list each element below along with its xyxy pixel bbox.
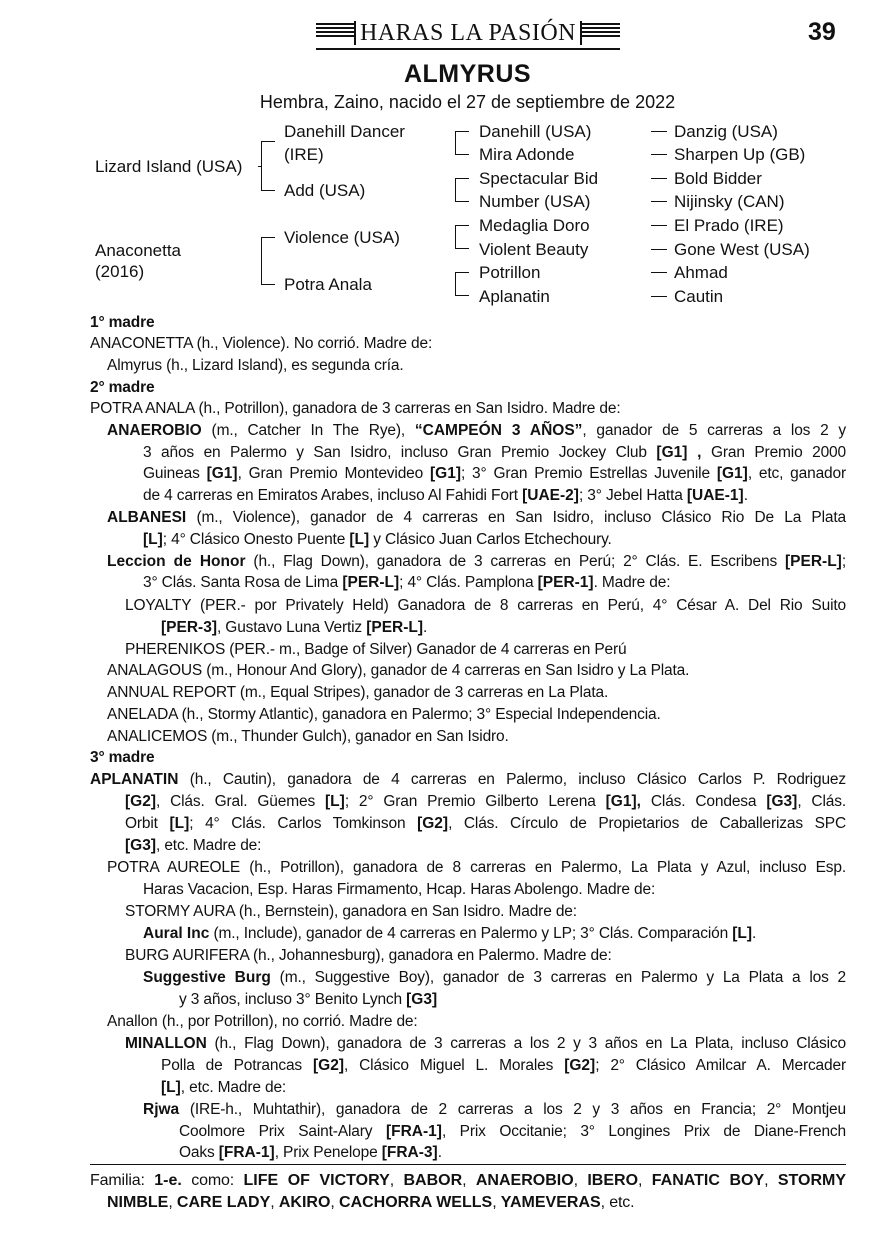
dam-entry-aplanatin-line3: Orbit [L]; 4° Clás. Carlos Tomkinson [G2], Clás. Círculo de Propietarios de Caballerizas SPC: [125, 815, 846, 832]
offspring-aural-inc: Aural Inc (m., Include), ganador de 4 carreras en Palermo y LP; 3° Clás. Comparación [L].: [143, 925, 757, 942]
offspring-potra-aureole-line1: POTRA AUREOLE (h., Potrillon), ganadora de 8 carreras en Palermo, La Plata y Azul, incluso Esp.: [107, 859, 846, 876]
dam-entry-aplanatin-line2: [G2], Clás. Gral. Güemes [L]; 2° Gran Premio Gilberto Lerena [G1], Clás. Condesa [G3], Clás.: [125, 793, 846, 810]
offspring-anaerobio-line4: de 4 carreras en Emiratos Arabes, incluso Al Fahidi Fort [UAE-2]; 3° Jebel Hatta [UAE-1].: [143, 487, 748, 504]
offspring-almyrus: Almyrus (h., Lizard Island), es segunda cría.: [107, 357, 404, 374]
dam-entry-potra-anala: POTRA ANALA (h., Potrillon), ganadora de 3 carreras en San Isidro. Madre de:: [90, 400, 621, 417]
section-first-dam: 1° madre: [90, 314, 155, 331]
pedigree-bracket-g3-2: [455, 178, 469, 202]
offspring-anallon: Anallon (h., por Potrillon), no corrió. Madre de:: [107, 1013, 418, 1030]
offspring-rjwa-line3: Oaks [FRA-1], Prix Penelope [FRA-3].: [179, 1144, 442, 1161]
offspring-loyalty-line2: [PER-3], Gustavo Luna Vertiz [PER-L].: [161, 619, 428, 636]
pedigree-sire-sire-country: (IRE): [284, 145, 324, 164]
offspring-leccion-de-honor-line2: 3° Clás. Santa Rosa de Lima [PER-L]; 4° Clás. Pamplona [PER-1]. Madre de:: [143, 574, 671, 591]
offspring-analagous: ANALAGOUS (m., Honour And Glory), ganador de 4 carreras en San Isidro y La Plata.: [107, 662, 690, 679]
offspring-suggestive-burg-line2: y 3 años, incluso 3° Benito Lynch [G3]: [179, 991, 438, 1008]
pedigree-g3-2: Mira Adonde: [479, 145, 575, 164]
pedigree-sire-dam: Add (USA): [284, 181, 366, 200]
pedigree-g3-6: Violent Beauty: [479, 240, 589, 259]
page-number: 39: [808, 18, 836, 46]
pedigree-bracket-dam: [261, 237, 275, 285]
offspring-anaerobio-line1: ANAEROBIO (m., Catcher In The Rye), “CAMPEÓN 3 AÑOS”, ganador de 5 carreras a los 2 y: [107, 422, 846, 439]
offspring-leccion-de-honor-line1: Leccion de Honor (h., Flag Down), ganadora de 3 carreras en Perú; 2° Clás. E. Escribens [PER-L];: [107, 553, 846, 570]
pedigree-bracket-g3-4: [455, 272, 469, 296]
pedigree-g4-dash-5: [651, 225, 667, 226]
offspring-burg-aurifera: BURG AURIFERA (h., Johannesburg), ganadora en Palermo. Madre de:: [125, 947, 612, 964]
dam-entry-anaconetta: ANACONETTA (h., Violence). No corrió. Madre de:: [90, 335, 433, 352]
header-ornament-bar-left: [354, 21, 356, 45]
offspring-annual-report: ANNUAL REPORT (m., Equal Stripes), ganador de 3 carreras en La Plata.: [107, 684, 609, 701]
offspring-albanesi-line1: ALBANESI (m., Violence), ganador de 4 carreras en San Isidro, incluso Clásico Rio De La Plata: [107, 509, 846, 526]
pedigree-g3-3: Spectacular Bid: [479, 169, 599, 188]
offspring-rjwa-line1: Rjwa (IRE-h., Muhtathir), ganadora de 2 carreras a los 2 y 3 años en Francia; 2° Montjeu: [143, 1101, 846, 1118]
offspring-minallon-line1: MINALLON (h., Flag Down), ganadora de 3 carreras a los 2 y 3 años en La Plata, incluso Clásico: [125, 1035, 846, 1052]
offspring-stormy-aura: STORMY AURA (h., Bernstein), ganadora en San Isidro. Madre de:: [125, 903, 577, 920]
pedigree-g4-dash-2: [651, 154, 667, 155]
pedigree-bracket-sire: [261, 141, 275, 191]
horse-description: Hembra, Zaino, nacido el 27 de septiembre de 2022: [259, 92, 676, 112]
publication-title: HARAS LA PASIÓN: [360, 20, 576, 46]
pedigree-dam-year: (2016): [95, 262, 145, 281]
publication-header: [316, 18, 620, 50]
pedigree-g4-8: Cautin: [674, 287, 724, 306]
offspring-potra-aureole-line2: Haras Vacacion, Esp. Haras Firmamento, Hcap. Haras Abolengo. Madre de:: [143, 881, 656, 898]
pedigree-g4-dash-8: [651, 296, 667, 297]
header-underline: [316, 48, 620, 50]
offspring-anaerobio-line3: Guineas [G1], Gran Premio Montevideo [G1]; 3° Gran Premio Estrellas Juvenile [G1], etc, ganador: [143, 465, 847, 482]
pedigree-g4-3: Bold Bidder: [674, 169, 762, 188]
section-third-dam: 3° madre: [90, 749, 155, 766]
pedigree-g4-2: Sharpen Up (GB): [674, 145, 806, 164]
header-ornament-right: [582, 23, 620, 41]
pedigree-g4-dash-1: [651, 131, 667, 132]
pedigree-g3-1: Danehill (USA): [479, 122, 592, 141]
dam-entry-aplanatin-line4: [G3], etc. Madre de:: [125, 837, 262, 854]
pedigree-g4-4: Nijinsky (CAN): [674, 192, 785, 211]
section-second-dam: 2° madre: [90, 379, 155, 396]
offspring-anaerobio-line2: 3 años en Palermo y San Isidro, incluso Gran Premio Jockey Club [G1] , Gran Premio 2000: [143, 444, 846, 461]
dam-entry-aplanatin-line1: APLANATIN (h., Cautin), ganadora de 4 carreras en Palermo, incluso Clásico Carlos P. Rodriguez: [90, 771, 846, 788]
offspring-loyalty-line1: LOYALTY (PER.- por Privately Held) Ganadora de 8 carreras en Perú, 4° César A. Del Rio Suito: [125, 597, 846, 614]
pedigree-g4-dash-3: [651, 178, 667, 179]
offspring-minallon-line3: [L], etc. Madre de:: [161, 1079, 287, 1096]
horse-name: ALMYRUS: [403, 60, 532, 88]
pedigree-bracket-g3-1: [455, 131, 469, 155]
offspring-pherenikos: PHERENIKOS (PER.- m., Badge of Silver) Ganador de 4 carreras en Perú: [125, 641, 627, 658]
pedigree-g4-1: Danzig (USA): [674, 122, 778, 141]
pedigree-dam-name: Anaconetta: [95, 241, 182, 260]
pedigree-g4-dash-7: [651, 272, 667, 273]
pedigree-g3-8: Aplanatin: [479, 287, 550, 306]
offspring-rjwa-line2: Coolmore Prix Saint-Alary [FRA-1], Prix Occitanie; 3° Longines Prix de Diane-French: [179, 1123, 846, 1140]
offspring-minallon-line2: Polla de Potrancas [G2], Clásico Miguel L. Morales [G2]; 2° Clásico Amilcar A. Mercader: [161, 1057, 846, 1074]
pedigree-g4-dash-6: [651, 249, 667, 250]
offspring-anelada: ANELADA (h., Stormy Atlantic), ganadora en Palermo; 3° Especial Independencia.: [107, 706, 661, 723]
pedigree-g4-7: Ahmad: [674, 263, 728, 282]
pedigree-g4-dash-4: [651, 201, 667, 202]
family-separator: [90, 1164, 846, 1165]
pedigree-g4-5: El Prado (IRE): [674, 216, 784, 235]
pedigree-sire-sire: Danehill Dancer: [284, 122, 405, 141]
pedigree-dam-dam: Potra Anala: [284, 275, 372, 294]
family-line2: NIMBLE, CARE LADY, AKIRO, CACHORRA WELLS, YAMEVERAS, etc.: [107, 1194, 635, 1211]
pedigree-g4-6: Gone West (USA): [674, 240, 810, 259]
pedigree-g3-7: Potrillon: [479, 263, 541, 282]
pedigree-dam-sire: Violence (USA): [284, 228, 400, 247]
pedigree-bracket-sire-stem: [258, 166, 262, 167]
family-line1: Familia: 1-e. como: LIFE OF VICTORY, BABOR, ANAEROBIO, IBERO, FANATIC BOY, STORMY: [90, 1172, 847, 1189]
pedigree-g3-5: Medaglia Doro: [479, 216, 590, 235]
offspring-analicemos: ANALICEMOS (m., Thunder Gulch), ganador en San Isidro.: [107, 728, 509, 745]
header-ornament-left: [316, 23, 354, 41]
pedigree-g3-4: Number (USA): [479, 192, 591, 211]
offspring-albanesi-line2: [L]; 4° Clásico Onesto Puente [L] y Clásico Juan Carlos Etchechoury.: [143, 531, 612, 548]
pedigree-sire: Lizard Island (USA): [95, 157, 243, 176]
pedigree-bracket-g3-3: [455, 225, 469, 249]
offspring-suggestive-burg-line1: Suggestive Burg (m., Suggestive Boy), ganador de 3 carreras en Palermo y La Plata a los 2: [143, 969, 846, 986]
